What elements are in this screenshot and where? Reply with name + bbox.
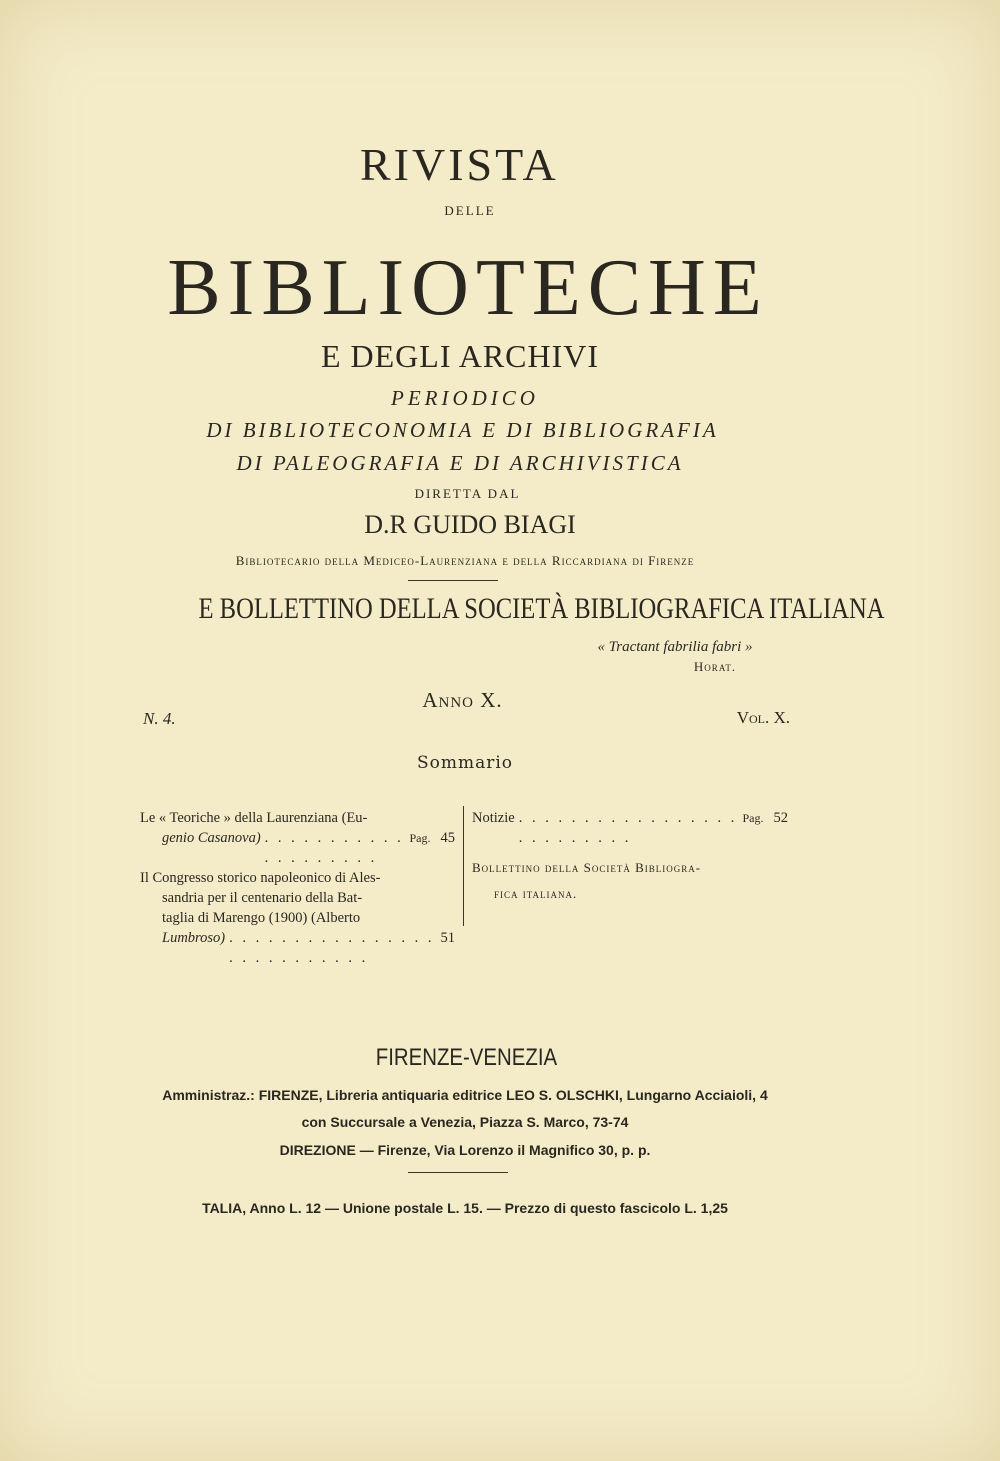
toc-line: genio Casanova) [162,830,261,846]
toc-line: taglia di Marengo (1900) (Alberto [162,910,361,926]
toc-page-number: 51 [440,930,455,946]
toc-line: Il Congresso storico napoleonico di Ales- [140,870,381,886]
publisher-city: FIRENZE-VENEZIA [375,1044,558,1071]
subtitle-paleografia: DI PALEOGRAFIA E DI ARCHIVISTICA [236,451,684,475]
editor-name: D.R GUIDO BIAGI [364,510,576,539]
divider-rule [408,1172,508,1173]
title-delle: DELLE [444,203,496,218]
toc-line-row [140,828,455,868]
administration-line: Amministraz.: FIRENZE, Libreria antiquaria editrice LEO S. OLSCHKI, Lungarno Acciaioli, 4 [162,1087,768,1103]
toc-pag-label: Pag. [409,831,431,845]
toc-line: Lumbroso) [162,930,226,946]
issue-number: N. 4. [143,709,176,728]
periodico-label: PERIODICO [391,386,539,410]
toc-pag-label: Pag. [742,811,764,825]
toc-line: sandria per il centenario della Bat- [162,890,363,906]
price-line: TALIA, Anno L. 12 — Unione postale L. 15. — Prezzo di questo fascicolo L. 1,25 [202,1200,728,1216]
divider-rule [408,580,498,581]
bollettino-heading: E BOLLETTINO DELLA SOCIETÀ BIBLIOGRAFICA ITALIANA [198,592,885,625]
direction-line: DIREZIONE — Firenze, Via Lorenzo il Magnifico 30, p. p. [279,1142,651,1158]
toc-line: Notizie [472,810,515,826]
toc-line: Le « Teoriche » della Laurenziana (Eu- [140,810,368,826]
branch-line: con Succursale a Venezia, Piazza S. Marco, 73-74 [301,1114,629,1130]
diretta-label: DIRETTA DAL [414,486,521,501]
title-rivista: RIVISTA [360,139,559,190]
motto-quote: « Tractant fabrilia fabri » [597,639,753,655]
column-divider [463,806,464,926]
title-archivi: E DEGLI ARCHIVI [320,338,600,374]
editor-role: Bibliotecario della Mediceo-Laurenziana e della Riccardiana di Firenze [235,553,695,568]
toc-entry [140,808,455,868]
toc-page-number: 45 [440,830,455,846]
motto-author: Horat. [693,659,737,674]
issue-volume: Vol. X. [736,708,790,727]
subtitle-biblioteconomia: DI BIBLIOTECONOMIA E DI BIBLIOGRAFIA [206,418,719,442]
sommario-heading: Sommario [416,753,514,773]
toc-line: fica italiana. [494,886,578,901]
toc-entry [472,808,788,848]
title-biblioteche: BIBLIOTECHE [167,244,769,332]
issue-year: Anno X. [422,688,503,712]
toc-leader-dots: . . . . . . . . . . . . . . . . . . . . . . . . . . [518,810,738,846]
toc-leader-dots: . . . . . . . . . . . . . . . . . . . . . . . . . . . [229,930,435,966]
toc-left-column [140,808,455,968]
toc-leader-dots: . . . . . . . . . . . . . . . . . . . . [264,830,404,866]
toc-entry [140,868,455,968]
toc-right-column [472,808,788,904]
toc-line-row [140,928,455,968]
toc-entry [472,858,788,904]
toc-line: Bollettino della Società Bibliogra- [472,860,702,875]
toc-page-number: 52 [773,810,788,826]
